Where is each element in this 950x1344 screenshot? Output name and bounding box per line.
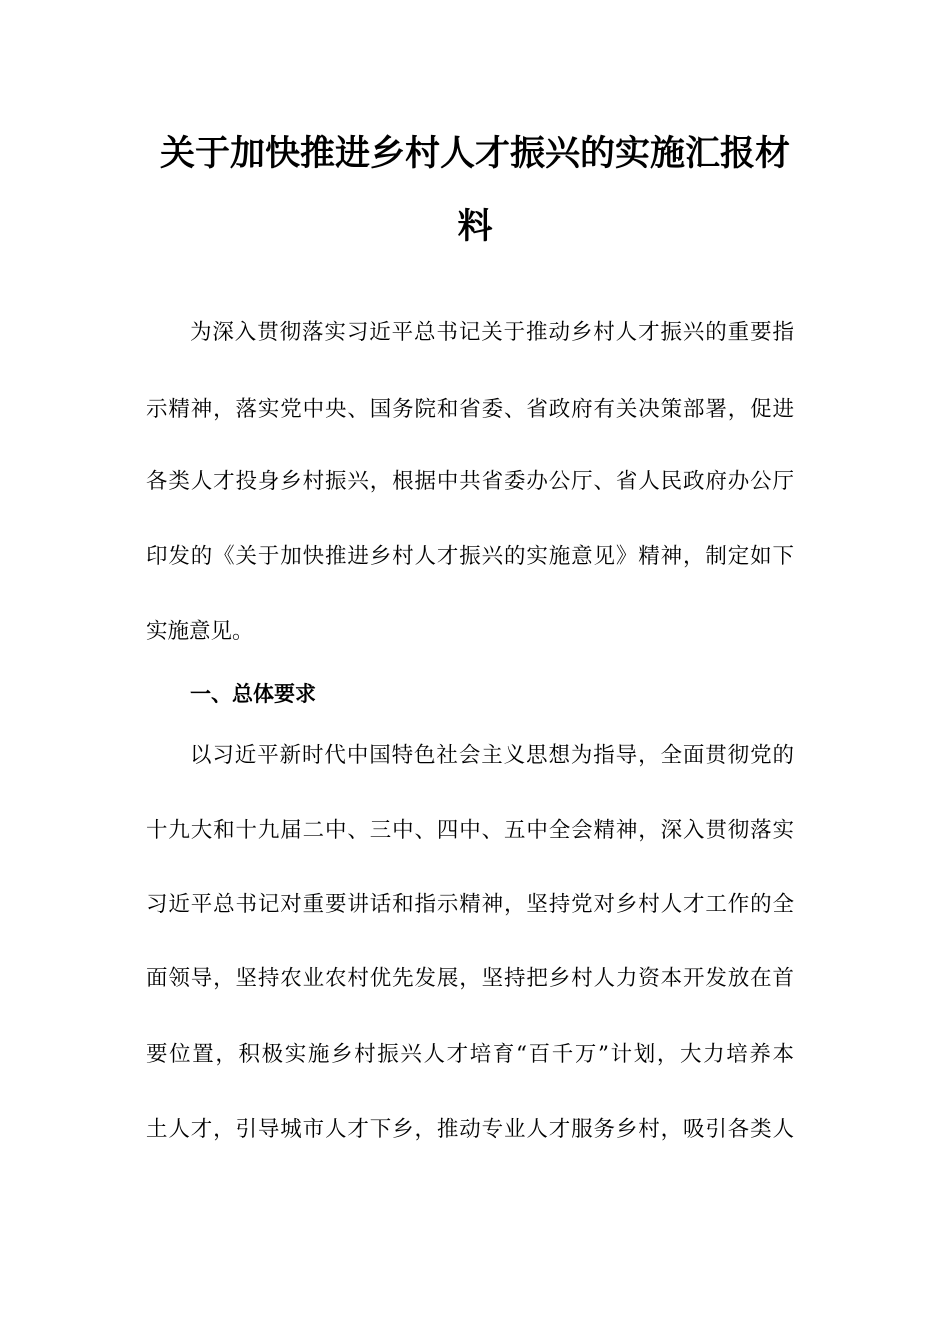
paragraph-2-line-2: 十九大和十九届二中、三中、四中、五中全会精神，深入贯彻落实 bbox=[146, 818, 794, 843]
document-title-line-1: 关于加快推进乡村人才振兴的实施汇报材 bbox=[159, 133, 790, 174]
paragraph-2-line-1: 以习近平新时代中国特色社会主义思想为指导，全面贯彻党的 bbox=[190, 743, 794, 768]
paragraph-2-line-5: 要位置，积极实施乡村振兴人才培育“百千万”计划，大力培养本 bbox=[146, 1042, 794, 1067]
paragraph-1-line-4: 印发的《关于加快推进乡村人才振兴的实施意见》精神，制定如下 bbox=[146, 544, 794, 569]
paragraph-1-line-2: 示精神，落实党中央、国务院和省委、省政府有关决策部署，促进 bbox=[146, 397, 794, 422]
paragraph-1-line-1: 为深入贯彻落实习近平总书记关于推动乡村人才振兴的重要指 bbox=[190, 320, 794, 345]
document-title-line-2: 料 bbox=[457, 206, 493, 247]
paragraph-1-line-3: 各类人才投身乡村振兴，根据中共省委办公厅、省人民政府办公厅 bbox=[146, 469, 794, 494]
paragraph-1-line-5: 实施意见。 bbox=[146, 619, 254, 644]
paragraph-2-line-3: 习近平总书记对重要讲话和指示精神，坚持党对乡村人才工作的全 bbox=[146, 892, 794, 917]
section-heading: 一、总体要求 bbox=[190, 682, 316, 706]
paragraph-2-line-6: 土人才，引导城市人才下乡，推动专业人才服务乡村，吸引各类人 bbox=[146, 1117, 794, 1142]
paragraph-2-line-4: 面领导，坚持农业农村优先发展，坚持把乡村人力资本开发放在首 bbox=[146, 966, 794, 991]
